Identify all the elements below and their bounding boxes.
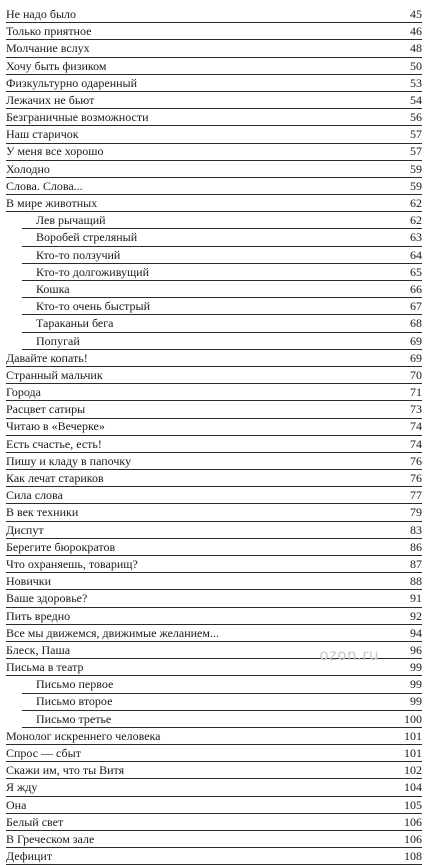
toc-entry bbox=[6, 831, 422, 848]
entry-title: Читаю в «Вечерке» bbox=[6, 419, 105, 434]
entry-page-number: 106 bbox=[404, 814, 422, 829]
toc-subentry bbox=[22, 298, 422, 315]
toc-entry bbox=[6, 384, 422, 401]
entry-page-number: 99 bbox=[410, 660, 422, 675]
entry-page-number: 57 bbox=[410, 144, 422, 159]
entry-page-number: 77 bbox=[410, 488, 422, 503]
toc-entry bbox=[6, 779, 422, 796]
toc-entry bbox=[6, 539, 422, 556]
toc-entry bbox=[6, 745, 422, 762]
entry-page-number: 54 bbox=[410, 92, 422, 107]
entry-page-number: 56 bbox=[410, 110, 422, 125]
toc-subentry bbox=[22, 333, 422, 350]
entry-page-number: 92 bbox=[410, 608, 422, 623]
entry-title: Слова. Слова... bbox=[6, 178, 83, 193]
entry-title: Она bbox=[6, 797, 27, 812]
entry-title: Воробей стреляный bbox=[36, 230, 138, 245]
entry-title: Пишу и кладу в папочку bbox=[6, 453, 132, 468]
entry-title: Что охраняешь, товарищ? bbox=[6, 556, 138, 571]
entry-page-number: 59 bbox=[410, 178, 422, 193]
toc-entry bbox=[6, 848, 422, 865]
toc-entry bbox=[6, 6, 422, 23]
entry-title: Письмо первое bbox=[36, 677, 114, 692]
entry-page-number: 88 bbox=[410, 574, 422, 589]
entry-title: Наш старичок bbox=[6, 127, 79, 142]
entry-page-number: 74 bbox=[410, 436, 422, 451]
toc-entry bbox=[6, 75, 422, 92]
entry-title: Только приятное bbox=[6, 24, 92, 39]
entry-title: Не надо было bbox=[6, 6, 77, 21]
entry-page-number: 53 bbox=[410, 75, 422, 90]
entry-page-number: 106 bbox=[404, 831, 422, 846]
entry-page-number: 94 bbox=[410, 625, 422, 640]
entry-page-number: 65 bbox=[410, 264, 422, 279]
entry-title: В Греческом зале bbox=[6, 831, 95, 846]
entry-title: Расцвет сатиры bbox=[6, 402, 86, 417]
entry-page-number: 48 bbox=[410, 41, 422, 56]
entry-title: Холодно bbox=[6, 161, 50, 176]
entry-title: Все мы движемся, движимые желанием... bbox=[6, 625, 219, 640]
entry-page-number: 101 bbox=[404, 728, 422, 743]
entry-title: Лежачих не бьют bbox=[6, 92, 95, 107]
toc-entry bbox=[6, 797, 422, 814]
toc-entry bbox=[6, 178, 422, 195]
entry-title: Новички bbox=[6, 574, 52, 589]
entry-page-number: 76 bbox=[410, 453, 422, 468]
toc-entry bbox=[6, 195, 422, 212]
entry-title: Пить вредно bbox=[6, 608, 71, 623]
toc-entry bbox=[6, 92, 422, 109]
entry-page-number: 62 bbox=[410, 196, 422, 211]
entry-page-number: 105 bbox=[404, 797, 422, 812]
entry-page-number: 73 bbox=[410, 402, 422, 417]
entry-title: Сила слова bbox=[6, 488, 63, 503]
entry-title: Есть счастье, есть! bbox=[6, 436, 102, 451]
toc-entry bbox=[6, 350, 422, 367]
entry-title: В мире животных bbox=[6, 196, 98, 211]
toc-entry bbox=[6, 814, 422, 831]
toc-subentry bbox=[22, 281, 422, 298]
toc-subentry bbox=[22, 676, 422, 693]
toc-entry bbox=[6, 522, 422, 539]
entry-page-number: 70 bbox=[410, 367, 422, 382]
toc-entry bbox=[6, 23, 422, 40]
entry-title: Берегите бюрократов bbox=[6, 539, 116, 554]
toc-subentry bbox=[22, 315, 422, 332]
toc-subentry bbox=[22, 711, 422, 728]
toc-entry bbox=[6, 573, 422, 590]
toc-entry bbox=[6, 126, 422, 143]
table-of-contents bbox=[6, 6, 422, 865]
entry-page-number: 57 bbox=[410, 127, 422, 142]
entry-page-number: 96 bbox=[410, 642, 422, 657]
entry-title: Ваше здоровье? bbox=[6, 591, 88, 606]
entry-page-number: 79 bbox=[410, 505, 422, 520]
toc-entry bbox=[6, 556, 422, 573]
entry-page-number: 62 bbox=[410, 213, 422, 228]
entry-title: Спрос — сбыт bbox=[6, 746, 81, 761]
entry-title: Дефицит bbox=[6, 849, 53, 864]
entry-title: Физкультурно одаренный bbox=[6, 75, 138, 90]
toc-entry bbox=[6, 367, 422, 384]
entry-title: Тараканьи бега bbox=[36, 316, 114, 331]
entry-title: Безграничные возможности bbox=[6, 110, 149, 125]
ozon-watermark: ozon.ru bbox=[319, 646, 379, 664]
entry-title: Кошка bbox=[36, 281, 70, 296]
entry-title: Молчание вслух bbox=[6, 41, 90, 56]
entry-page-number: 46 bbox=[410, 24, 422, 39]
toc-entry bbox=[6, 40, 422, 57]
entry-title: Монолог искреннего человека bbox=[6, 728, 161, 743]
toc-subentry bbox=[22, 212, 422, 229]
toc-entry bbox=[6, 470, 422, 487]
entry-page-number: 74 bbox=[410, 419, 422, 434]
toc-entry bbox=[6, 419, 422, 436]
entry-title: Хочу быть физиком bbox=[6, 58, 107, 73]
toc-entry bbox=[6, 109, 422, 126]
toc-entry bbox=[6, 504, 422, 521]
entry-page-number: 91 bbox=[410, 591, 422, 606]
entry-title: Давайте копать! bbox=[6, 350, 88, 365]
entry-page-number: 63 bbox=[410, 230, 422, 245]
toc-entry bbox=[6, 436, 422, 453]
toc-entry bbox=[6, 453, 422, 470]
entry-title: Лев рычащий bbox=[36, 213, 106, 228]
entry-page-number: 66 bbox=[410, 281, 422, 296]
toc-subentry bbox=[22, 247, 422, 264]
toc-entry bbox=[6, 590, 422, 607]
entry-page-number: 101 bbox=[404, 746, 422, 761]
entry-page-number: 83 bbox=[410, 522, 422, 537]
toc-entry bbox=[6, 161, 422, 178]
entry-title: Письмо второе bbox=[36, 694, 113, 709]
toc-entry bbox=[6, 625, 422, 642]
entry-title: У меня все хорошо bbox=[6, 144, 104, 159]
entry-page-number: 104 bbox=[404, 780, 422, 795]
toc-subentry bbox=[22, 264, 422, 281]
entry-page-number: 108 bbox=[404, 849, 422, 864]
entry-title: Как лечат стариков bbox=[6, 471, 104, 486]
toc-entry bbox=[6, 144, 422, 161]
entry-page-number: 86 bbox=[410, 539, 422, 554]
entry-page-number: 102 bbox=[404, 763, 422, 778]
toc-entry bbox=[6, 608, 422, 625]
toc-entry bbox=[6, 487, 422, 504]
toc-entry bbox=[6, 401, 422, 418]
toc-subentry bbox=[22, 694, 422, 711]
entry-page-number: 69 bbox=[410, 333, 422, 348]
entry-title: Кто-то ползучий bbox=[36, 247, 121, 262]
entry-title: Письмо третье bbox=[36, 711, 112, 726]
entry-page-number: 100 bbox=[404, 711, 422, 726]
entry-title: Блеск, Паша bbox=[6, 642, 71, 657]
entry-page-number: 99 bbox=[410, 694, 422, 709]
entry-page-number: 68 bbox=[410, 316, 422, 331]
entry-page-number: 71 bbox=[410, 385, 422, 400]
entry-page-number: 87 bbox=[410, 556, 422, 571]
entry-title: Кто-то очень быстрый bbox=[36, 299, 151, 314]
entry-page-number: 59 bbox=[410, 161, 422, 176]
entry-title: Скажи им, что ты Витя bbox=[6, 763, 125, 778]
entry-title: Я жду bbox=[6, 780, 38, 795]
entry-title: Странный мальчик bbox=[6, 367, 103, 382]
entry-title: Диспут bbox=[6, 522, 44, 537]
entry-title: Города bbox=[6, 385, 41, 400]
entry-title: Попугай bbox=[36, 333, 80, 348]
entry-page-number: 64 bbox=[410, 247, 422, 262]
entry-page-number: 67 bbox=[410, 299, 422, 314]
entry-page-number: 99 bbox=[410, 677, 422, 692]
toc-entry bbox=[6, 58, 422, 75]
toc-entry bbox=[6, 728, 422, 745]
entry-title: В век техники bbox=[6, 505, 79, 520]
toc-subentry bbox=[22, 229, 422, 246]
entry-page-number: 76 bbox=[410, 471, 422, 486]
entry-title: Письма в театр bbox=[6, 660, 84, 675]
toc-entry bbox=[6, 762, 422, 779]
entry-page-number: 45 bbox=[410, 6, 422, 21]
entry-page-number: 69 bbox=[410, 350, 422, 365]
entry-title: Кто-то долгоживущий bbox=[36, 264, 150, 279]
entry-title: Белый свет bbox=[6, 814, 64, 829]
entry-page-number: 50 bbox=[410, 58, 422, 73]
